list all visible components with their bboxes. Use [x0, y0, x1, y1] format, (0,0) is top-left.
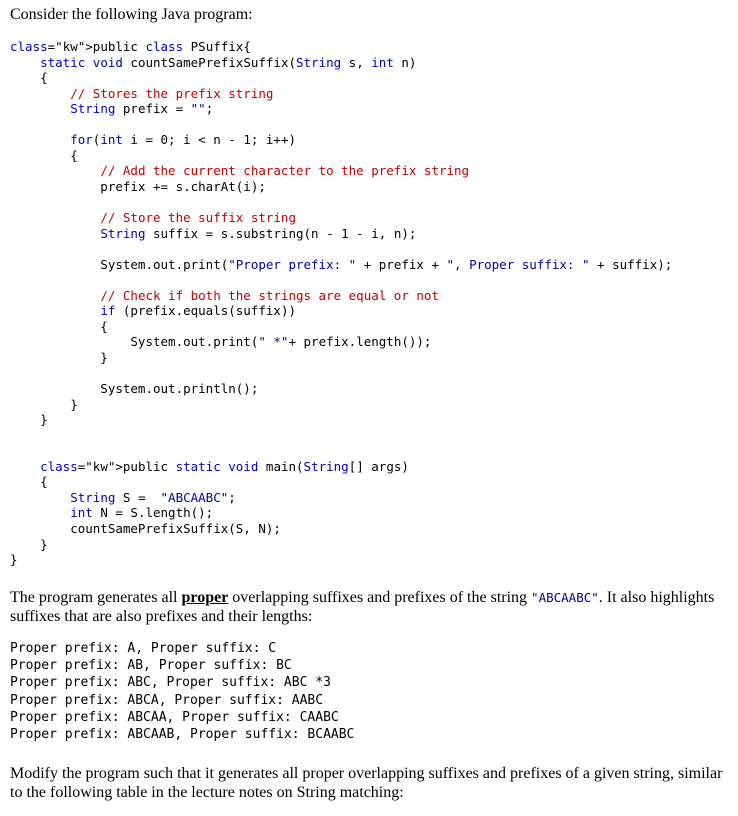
output-line: Proper prefix: ABCA, Proper suffix: AABC [10, 692, 324, 708]
code-line [10, 117, 672, 133]
code-line [10, 272, 672, 288]
explanation-paragraph [10, 588, 730, 626]
para1-after: . It also highlights suffixes that are also prefixes and their lengths: [10, 589, 715, 625]
task-paragraph: Modify the program such that it generates all proper overlapping suffixes and prefixes of a given string, similar to the following table in the lecture notes on String matching: [10, 765, 723, 801]
code-line: { [10, 70, 48, 86]
code-line: countSamePrefixSuffix(S, N); [10, 520, 281, 536]
code-line: // Stores the prefix string [70, 85, 274, 101]
code-line: } [10, 396, 78, 412]
code-line: String S = "ABCAABC"; [70, 489, 236, 505]
program-output-block [10, 640, 354, 743]
code-line: { [10, 474, 48, 490]
code-line: prefix += s.charAt(i); [10, 178, 266, 194]
code-line: System.out.println(); [10, 381, 259, 397]
code-line: if (prefix.equals(suffix)) [100, 303, 296, 319]
code-line: class="kw">public static void main(String[] args) [40, 458, 409, 474]
para1-emphasis: proper [181, 589, 229, 606]
output-line: Proper prefix: A, Proper suffix: C [10, 641, 277, 656]
code-line [10, 194, 672, 210]
code-line: // Store the suffix string [100, 210, 296, 226]
code-line: int N = S.length(); [70, 505, 214, 521]
para1-inline-code: "ABCAABC" [531, 590, 599, 605]
output-line: Proper prefix: ABCAAB, Proper suffix: BCAABC [10, 727, 355, 743]
output-line: Proper prefix: ABCAA, Proper suffix: CAABC [10, 709, 339, 725]
code-line: String suffix = s.substring(n - 1 - i, n); [100, 225, 417, 241]
code-line: class="kw">public class PSuffix{ [10, 39, 251, 54]
code-line: // Add the current character to the prefix string [100, 163, 470, 179]
code-line: } [10, 349, 108, 365]
code-line [10, 365, 672, 381]
code-line: } [10, 412, 48, 428]
code-line: } [10, 536, 48, 552]
code-line: // Check if both the strings are equal or not [100, 287, 439, 303]
code-line: { [10, 318, 108, 334]
java-code-block [10, 39, 672, 568]
intro-text: Consider the following Java program: [10, 6, 253, 23]
code-line [10, 428, 672, 444]
code-line: System.out.print("Proper prefix: " + prefix + ", Proper suffix: " + suffix); [10, 256, 673, 272]
code-line: static void countSamePrefixSuffix(String s, int n) [40, 54, 417, 70]
code-line [10, 443, 672, 459]
code-line [10, 241, 672, 257]
code-line: String prefix = ""; [70, 101, 214, 117]
output-line: Proper prefix: AB, Proper suffix: BC [10, 658, 292, 674]
code-line: System.out.print(" *"+ prefix.length()); [10, 334, 432, 350]
code-line: { [10, 147, 78, 163]
output-line: Proper prefix: ABC, Proper suffix: ABC *3 [10, 675, 331, 691]
para1-middle: overlapping suffixes and prefixes of the string [228, 589, 532, 606]
para1-before: The program generates all [10, 589, 182, 606]
code-line: for(int i = 0; i < n - 1; i++) [70, 132, 296, 148]
code-line: } [10, 552, 18, 568]
